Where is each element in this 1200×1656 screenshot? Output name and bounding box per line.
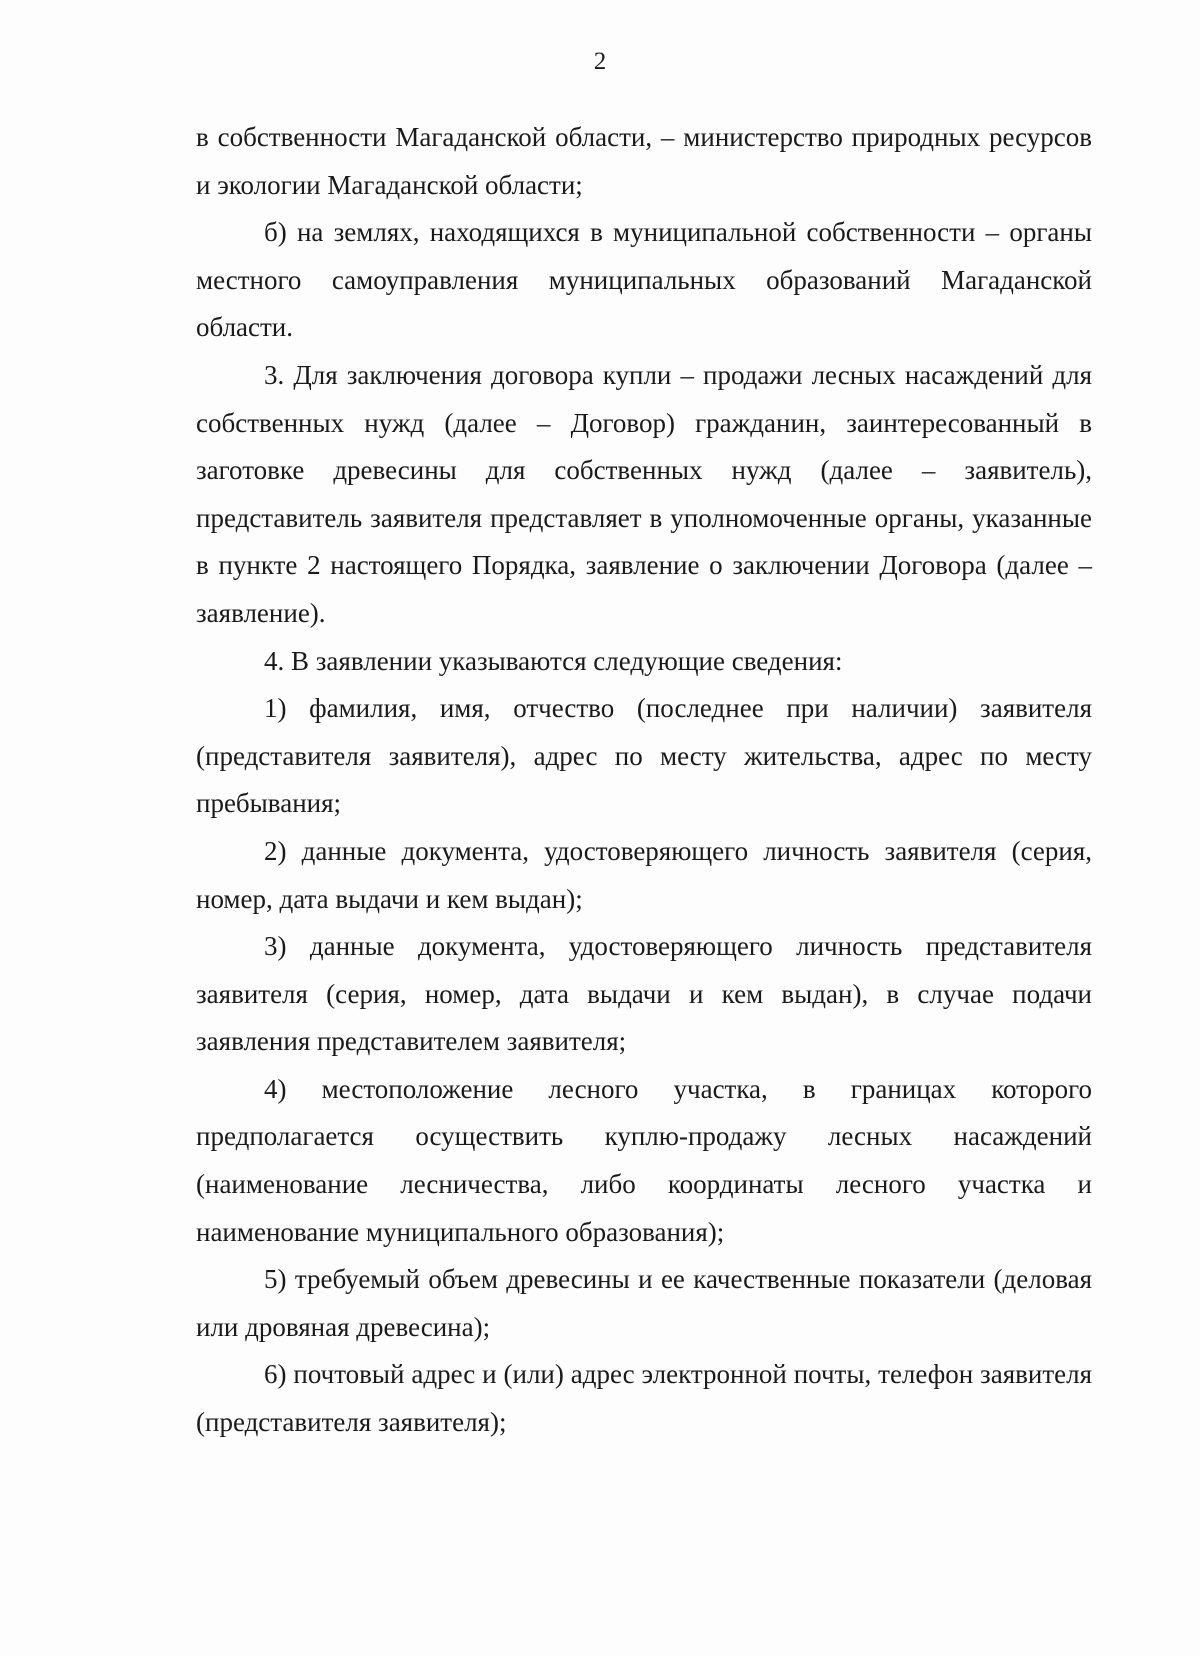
list-item-4: 4) местоположение лесного участка, в границах которого предполагается осуществить куплю-продажу лесных насаждений (наименование лесничества, либо координаты лесного участка и наименование муниципального образования); [196, 1073, 1092, 1247]
paragraph-4: 4. В заявлении указываются следующие сведения: [264, 645, 843, 676]
list-item-5: 5) требуемый объем древесины и ее качественные показатели (деловая или дровяная древесина); [196, 1264, 1092, 1342]
list-item-3: 3) данные документа, удостоверяющего личность представителя заявителя (серия, номер, дата выдачи и кем выдан), в случае подачи заявления представителем заявителя; [196, 931, 1092, 1057]
paragraph-item-b: б) на землях, находящихся в муниципальной собственности – органы местного самоуправления муниципальных образований Магаданской области. [196, 217, 1092, 343]
list-item-1: 1) фамилия, имя, отчество (последнее при наличии) заявителя (представителя заявителя), адрес по месту жительства, адрес по месту пребывания; [196, 693, 1092, 819]
paragraph-continuation: в собственности Магаданской области, – министерство природных ресурсов и экологии Магаданской области; [196, 122, 1092, 200]
list-item-2: 2) данные документа, удостоверяющего личность заявителя (серия, номер, дата выдачи и кем выдан); [196, 835, 1092, 914]
document-body [196, 114, 1092, 1447]
list-item-6: 6) почтовый адрес и (или) адрес электронной почты, телефон заявителя (представителя заявителя); [196, 1359, 1092, 1438]
page-number: 2 [593, 48, 607, 75]
paragraph-3: 3. Для заключения договора купли – продажи лесных насаждений для собственных нужд (далее – Договор) гражданин, заинтересованный в заготовке древесины для собственных нужд (далее – заявитель), представитель заявителя представляет в уполномоченные органы, указанные в пункте 2 настоящего Порядка, заявление о заключении Договора (далее – заявление). [196, 359, 1092, 628]
